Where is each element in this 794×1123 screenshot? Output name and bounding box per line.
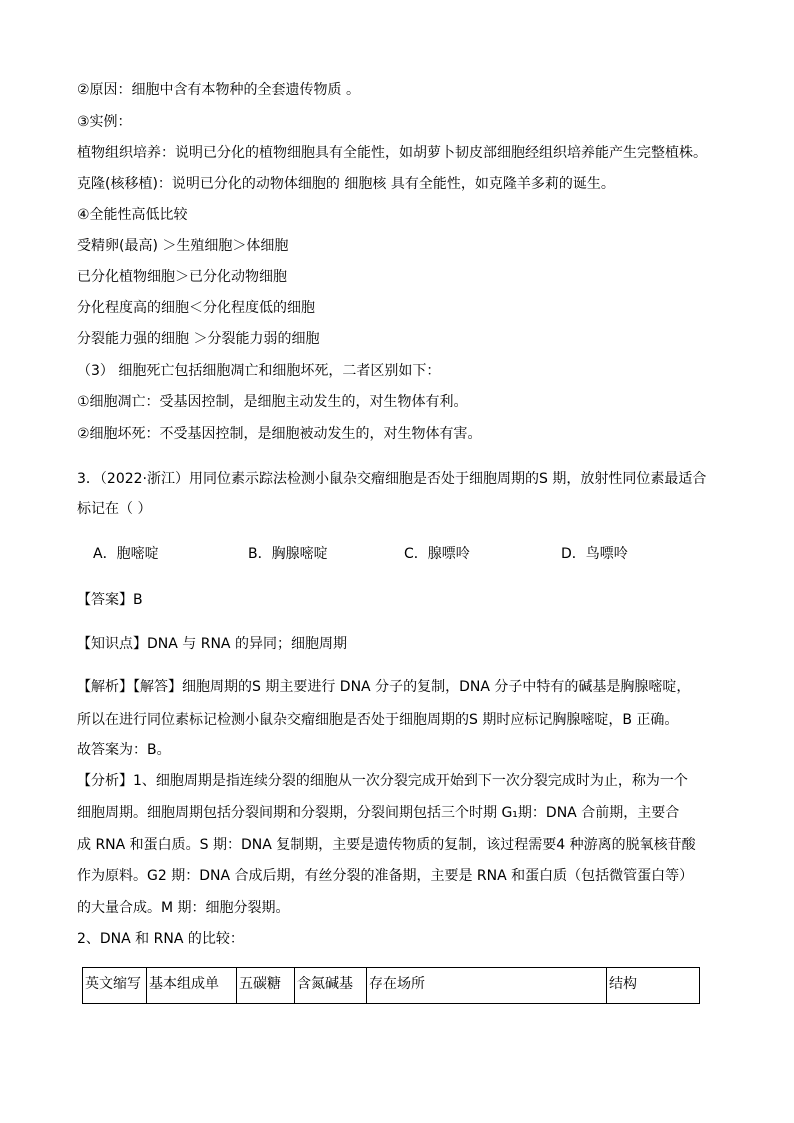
analysis-line: 成 RNA 和蛋白质。S 期：DNA 复制期，主要是遗传物质的复制，该过程需要4 种游离的脱氧核苷酸 [77,837,696,853]
table-header-cell: 结构 [607,968,700,1004]
table-header-cell: 基本组成单 [147,968,237,1004]
text-line: 克隆(核移植)：说明已分化的动物体细胞的 细胞核 具有全能性，如克隆羊多莉的诞生。 [77,176,615,192]
analysis-line: 2、DNA 和 RNA 的比较： [77,931,244,947]
option-d: D．鸟嘌呤 [561,546,628,562]
analysis-line: 细胞周期。细胞周期包括分裂间期和分裂期，分裂间期包括三个时期 G₁期：DNA 合前期，主要合 [77,805,680,821]
text-line: ③实例： [77,114,132,130]
analysis-line: 的大量合成。M 期：细胞分裂期。 [77,900,290,916]
text-line: ②细胞坏死：不受基因控制，是细胞被动发生的，对生物体有害。 [77,426,482,442]
question-stem: 3．（2022·浙江）用同位素示踪法检测小鼠杂交瘤细胞是否处于细胞周期的S 期，放射性同位素最适合 [77,471,707,487]
text-line: 分裂能力强的细胞 ＞分裂能力弱的细胞 [77,331,320,347]
answer: 【答案】B [77,592,143,608]
text-line: 分化程度高的细胞＜分化程度低的细胞 [77,300,315,316]
analysis-line: 【分析】1、细胞周期是指连续分裂的细胞从一次分裂完成开始到下一次分裂完成时为止，称为一个 [77,773,688,789]
text-line: 受精卵(最高) ＞生殖细胞＞体细胞 [77,238,289,254]
text-line: ①细胞凋亡：受基因控制，是细胞主动发生的，对生物体有利。 [77,394,468,410]
table-header-cell: 含氮碱基 [295,968,367,1004]
text-line: ④全能性高低比较 [77,207,188,223]
analysis-line: 所以在进行同位素标记检测小鼠杂交瘤细胞是否处于细胞周期的S 期时应标记胸腺嘧啶，B 正确。 [77,712,679,728]
question-stem: 标记在（ ） [77,501,152,517]
analysis-line: 【解析】【解答】细胞周期的S 期主要进行 DNA 分子的复制，DNA 分子中特有的碱基是胸腺嘧啶， [77,679,691,695]
dna-rna-comparison-table [82,967,700,1004]
analysis-line: 作为原料。G2 期：DNA 合成后期，有丝分裂的准备期，主要是 RNA 和蛋白质（包括微管蛋白等） [77,868,694,884]
option-a: A．胞嘧啶 [93,546,159,562]
text-line: 植物组织培养：说明已分化的植物细胞具有全能性，如胡萝卜韧皮部细胞经组织培养能产生完整植株。 [77,145,707,161]
table-header-cell: 英文缩写 [83,968,147,1004]
table-header-cell: 存在场所 [367,968,607,1004]
knowledge-point: 【知识点】DNA 与 RNA 的异同；细胞周期 [77,636,347,652]
text-line: 已分化植物细胞＞已分化动物细胞 [77,269,287,285]
text-line: ②原因：细胞中含有本物种的全套遗传物质 。 [77,82,360,98]
table-header-row [83,968,700,1004]
option-c: C．腺嘌呤 [404,546,470,562]
analysis-line: 故答案为：B。 [77,742,171,758]
option-b: B．胸腺嘧啶 [248,546,328,562]
text-line: （3） 细胞死亡包括细胞凋亡和细胞坏死，二者区别如下： [77,363,441,379]
table-header-cell: 五碳糖 [237,968,295,1004]
